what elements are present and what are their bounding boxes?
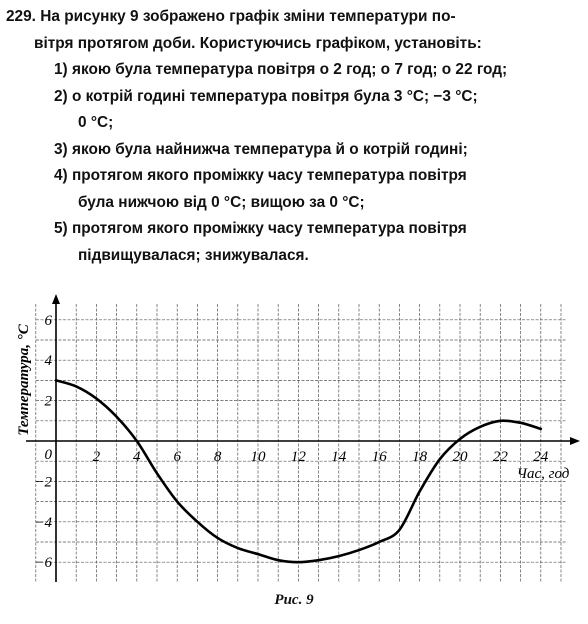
item-4-text-cont: була нижчою від 0 °С; вищою за 0 °С; [78,193,365,211]
y-tick-label: −4 [34,514,52,531]
y-tick-label: 6 [44,312,52,329]
y-tick-label: 2 [44,393,52,410]
intro-text-1: На рисунку 9 зображено графік зміни температури по- [40,8,456,25]
item-2-cont [6,110,580,137]
item-4-text: протягом якого проміжку часу температура повітря [71,167,467,184]
item-5-label: 5) [54,220,68,237]
y-tick-label: −6 [34,555,52,572]
item-3 [6,137,580,164]
item-5-text: протягом якого проміжку часу температура повітря [71,220,467,237]
item-2-text-cont: 0 °С; [78,114,114,131]
origin-label: 0 [44,447,52,463]
item-1 [6,57,580,84]
x-tick-label: 22 [492,449,508,465]
intro-text-2: вітря протягом доби. Користуючись графіком, установіть: [34,34,482,52]
x-tick-label: 10 [250,449,266,465]
item-3-label: 3) [54,140,68,158]
x-tick-label: 14 [331,449,347,465]
item-5-cont [6,243,580,270]
x-tick-label: 24 [533,449,549,465]
figure-caption: Рис. 9 [274,592,314,608]
x-tick-label: 2 [92,449,101,465]
y-tick-label: −2 [34,474,52,491]
x-tick-label: 4 [133,449,141,465]
x-tick-label: 6 [173,449,181,465]
x-tick-label: 18 [412,449,428,465]
problem-text [6,4,580,269]
item-2-label: 2) [54,87,68,105]
item-5 [6,216,580,243]
y-axis-arrow [52,294,60,304]
item-1-label: 1) [54,61,68,78]
x-axis-label: Час, год [516,466,570,482]
y-axis-label: Температура, °С [16,324,32,436]
x-axis-arrow [570,437,580,445]
y-tick-label: 4 [44,353,52,370]
item-2 [6,84,580,111]
item-2-text: о котрій годині температура повітря була 3 °С; −3 °С; [71,87,478,105]
x-tick-label: 20 [452,449,468,465]
x-tick-label: 16 [371,449,387,465]
chart-axes [26,294,580,582]
chart-ticks [34,313,548,571]
problem-intro-line-2 [6,31,580,58]
problem-number: 229. [6,8,36,25]
x-tick-label: 8 [213,449,222,465]
item-1-text: якою була температура повітря о 2 год; о 7 год; о 22 год; [71,61,508,78]
item-4 [6,163,580,190]
problem-intro-line-1 [6,4,580,31]
chart-grid [36,304,566,582]
item-4-cont [6,190,580,217]
item-4-label: 4) [54,167,68,184]
item-5-text-cont: підвищувалася; знижувалася. [78,246,309,264]
temperature-chart [0,292,588,590]
item-3-text: якою була найнижча температура й о котрій годині; [71,140,468,158]
x-tick-label: 12 [290,449,306,465]
